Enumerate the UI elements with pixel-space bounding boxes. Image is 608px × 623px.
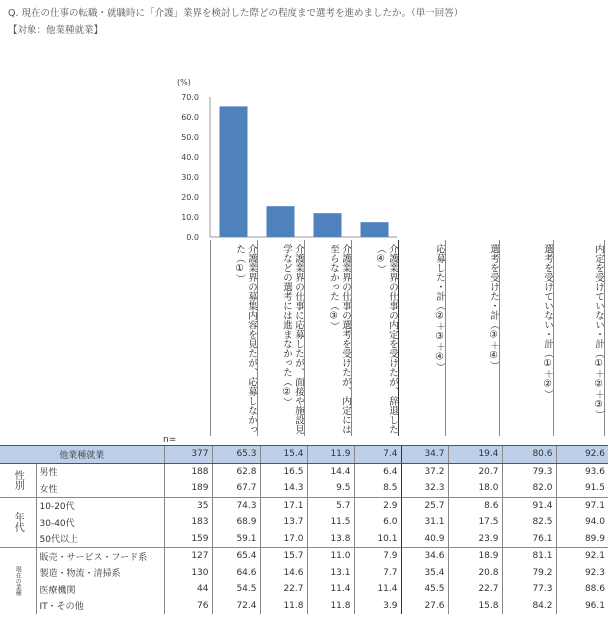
cell: 88.6 xyxy=(556,581,608,598)
row-n: 159 xyxy=(164,531,212,548)
row-label: IT・その他 xyxy=(39,602,84,613)
group-label-age: 年代 xyxy=(0,497,36,548)
table-row xyxy=(0,548,608,565)
cell: 27.6 xyxy=(401,598,448,615)
column-header-1: 介護業界の募集内容を見たが、応募しなかった（①） xyxy=(210,240,257,436)
table-row xyxy=(0,598,608,615)
cell: 79.3 xyxy=(502,463,556,480)
data-table xyxy=(0,445,608,614)
cell: 15.7 xyxy=(260,548,307,565)
cell: 68.9 xyxy=(212,514,260,531)
row-label: 製造・物流・清掃系 xyxy=(39,569,121,580)
cell: 18.9 xyxy=(448,548,502,565)
cell: 79.2 xyxy=(502,565,556,582)
cell: 37.2 xyxy=(401,463,448,480)
cell: 34.6 xyxy=(401,548,448,565)
bar-4 xyxy=(361,222,389,237)
cell: 19.4 xyxy=(448,446,502,464)
column-header-2: 介護業界の仕事に応募したが、面接や施設見学などの選考には進まなかった（②） xyxy=(257,240,304,436)
cell: 22.7 xyxy=(448,581,502,598)
row-label: 10-20代 xyxy=(36,497,164,514)
cell: 35.4 xyxy=(401,565,448,582)
y-tick-label: 70.0 xyxy=(181,93,199,102)
cell: 15.4 xyxy=(260,446,307,464)
cell: 84.2 xyxy=(502,598,556,615)
cell: 8.6 xyxy=(448,497,502,514)
cell: 11.5 xyxy=(307,514,354,531)
cell: 82.0 xyxy=(502,480,556,497)
column-header-5: 応募した・計（②＋③＋④） xyxy=(398,240,445,436)
y-axis-unit: (%) xyxy=(177,78,191,87)
cell: 72.4 xyxy=(212,598,260,615)
cell: 89.9 xyxy=(556,531,608,548)
cell: 92.3 xyxy=(556,565,608,582)
cell: 20.7 xyxy=(448,463,502,480)
bar-2 xyxy=(267,206,295,237)
cell: 59.1 xyxy=(212,531,260,548)
cell: 91.5 xyxy=(556,480,608,497)
bar-1 xyxy=(220,106,248,237)
cell: 94.0 xyxy=(556,514,608,531)
cell: 17.1 xyxy=(260,497,307,514)
question-text: Q. 現在の仕事の転職・就職時に「介護」業界を検討した際どの程度まで選考を進めましたか。（単一回答） xyxy=(8,8,464,19)
table-row xyxy=(0,463,608,480)
column-header-8: 内定を受けていない・計（①＋②＋③） xyxy=(553,240,605,436)
cell: 74.3 xyxy=(212,497,260,514)
cell: 54.5 xyxy=(212,581,260,598)
row-n: 44 xyxy=(164,581,212,598)
cell: 40.9 xyxy=(401,531,448,548)
cell: 18.0 xyxy=(448,480,502,497)
cell: 96.1 xyxy=(556,598,608,615)
row-n: 189 xyxy=(164,480,212,497)
cell: 7.4 xyxy=(354,446,401,464)
cell: 34.7 xyxy=(401,446,448,464)
cell: 9.5 xyxy=(307,480,354,497)
row-label: 女性 xyxy=(39,484,58,495)
row-label: 50代以上 xyxy=(39,535,78,546)
table-row xyxy=(0,480,608,497)
cell: 6.0 xyxy=(354,514,401,531)
cell: 7.9 xyxy=(354,548,401,565)
cell: 14.6 xyxy=(260,565,307,582)
row-n: 183 xyxy=(164,514,212,531)
n-label: n= xyxy=(163,435,177,445)
column-header-3: 介護業界の仕事の選考を受けたが、内定には至らなかった（③） xyxy=(304,240,351,436)
cell: 11.9 xyxy=(307,446,354,464)
target-label: 【対象：他業種就業】 xyxy=(8,25,104,36)
y-tick-label: 0.0 xyxy=(186,233,199,242)
cell: 31.1 xyxy=(401,514,448,531)
cell: 97.1 xyxy=(556,497,608,514)
cell: 2.9 xyxy=(354,497,401,514)
row-label: 医療機関 xyxy=(39,585,76,596)
y-tick-label: 10.0 xyxy=(181,213,199,222)
cell: 17.5 xyxy=(448,514,502,531)
column-header-4: 介護業界の仕事の内定を受けたが、辞退した（④） xyxy=(351,240,398,436)
row-n: 127 xyxy=(164,548,212,565)
table-row xyxy=(0,565,608,582)
cell: 8.5 xyxy=(354,480,401,497)
cell: 11.4 xyxy=(307,581,354,598)
cell: 80.6 xyxy=(502,446,556,464)
cell: 65.3 xyxy=(212,446,260,464)
cell: 92.6 xyxy=(556,446,608,464)
cell: 10.1 xyxy=(354,531,401,548)
table-row-total xyxy=(0,446,608,464)
row-label: 男性 xyxy=(36,463,164,480)
cell: 82.5 xyxy=(502,514,556,531)
column-header-7: 選考を受けていない・計（①＋②） xyxy=(499,240,553,436)
y-tick-label: 50.0 xyxy=(181,133,199,142)
row-n: 76 xyxy=(164,598,212,615)
cell: 93.6 xyxy=(556,463,608,480)
cell: 22.7 xyxy=(260,581,307,598)
group-label-gender: 性別 xyxy=(0,463,36,497)
group-label-industry: 現在の業種 xyxy=(0,548,36,615)
cell: 11.0 xyxy=(307,548,354,565)
cell: 5.7 xyxy=(307,497,354,514)
cell: 64.6 xyxy=(212,565,260,582)
bar-chart xyxy=(0,0,608,250)
cell: 76.1 xyxy=(502,531,556,548)
table-row xyxy=(0,581,608,598)
row-label: 30-40代 xyxy=(39,518,75,529)
row-n: 188 xyxy=(164,463,212,480)
table-row xyxy=(0,514,608,531)
cell: 6.4 xyxy=(354,463,401,480)
cell: 65.4 xyxy=(212,548,260,565)
cell: 15.8 xyxy=(448,598,502,615)
cell: 11.8 xyxy=(260,598,307,615)
y-tick-label: 20.0 xyxy=(181,193,199,202)
cell: 11.4 xyxy=(354,581,401,598)
y-tick-label: 60.0 xyxy=(181,113,199,122)
cell: 20.8 xyxy=(448,565,502,582)
cell: 3.9 xyxy=(354,598,401,615)
row-n: 35 xyxy=(164,497,212,514)
cell: 7.7 xyxy=(354,565,401,582)
cell: 67.7 xyxy=(212,480,260,497)
y-tick-label: 40.0 xyxy=(181,153,199,162)
table-row xyxy=(0,531,608,548)
row-label: 販売・サービス・フード系 xyxy=(36,548,164,565)
row-n: 130 xyxy=(164,565,212,582)
cell: 17.0 xyxy=(260,531,307,548)
column-header-6: 選考を受けた・計（③＋④） xyxy=(445,240,499,436)
cell: 81.1 xyxy=(502,548,556,565)
cell: 92.1 xyxy=(556,548,608,565)
row-n: 377 xyxy=(164,446,212,464)
cell: 32.3 xyxy=(401,480,448,497)
cell: 45.5 xyxy=(401,581,448,598)
cell: 13.7 xyxy=(260,514,307,531)
cell: 14.3 xyxy=(260,480,307,497)
bar-3 xyxy=(314,213,342,237)
y-tick-label: 30.0 xyxy=(181,173,199,182)
cell: 13.1 xyxy=(307,565,354,582)
cell: 62.8 xyxy=(212,463,260,480)
cell: 13.8 xyxy=(307,531,354,548)
cell: 77.3 xyxy=(502,581,556,598)
cell: 25.7 xyxy=(401,497,448,514)
row-label: 他業種就業 xyxy=(0,446,164,464)
cell: 91.4 xyxy=(502,497,556,514)
cell: 23.9 xyxy=(448,531,502,548)
cell: 16.5 xyxy=(260,463,307,480)
table-row xyxy=(0,497,608,514)
cell: 14.4 xyxy=(307,463,354,480)
cell: 11.8 xyxy=(307,598,354,615)
